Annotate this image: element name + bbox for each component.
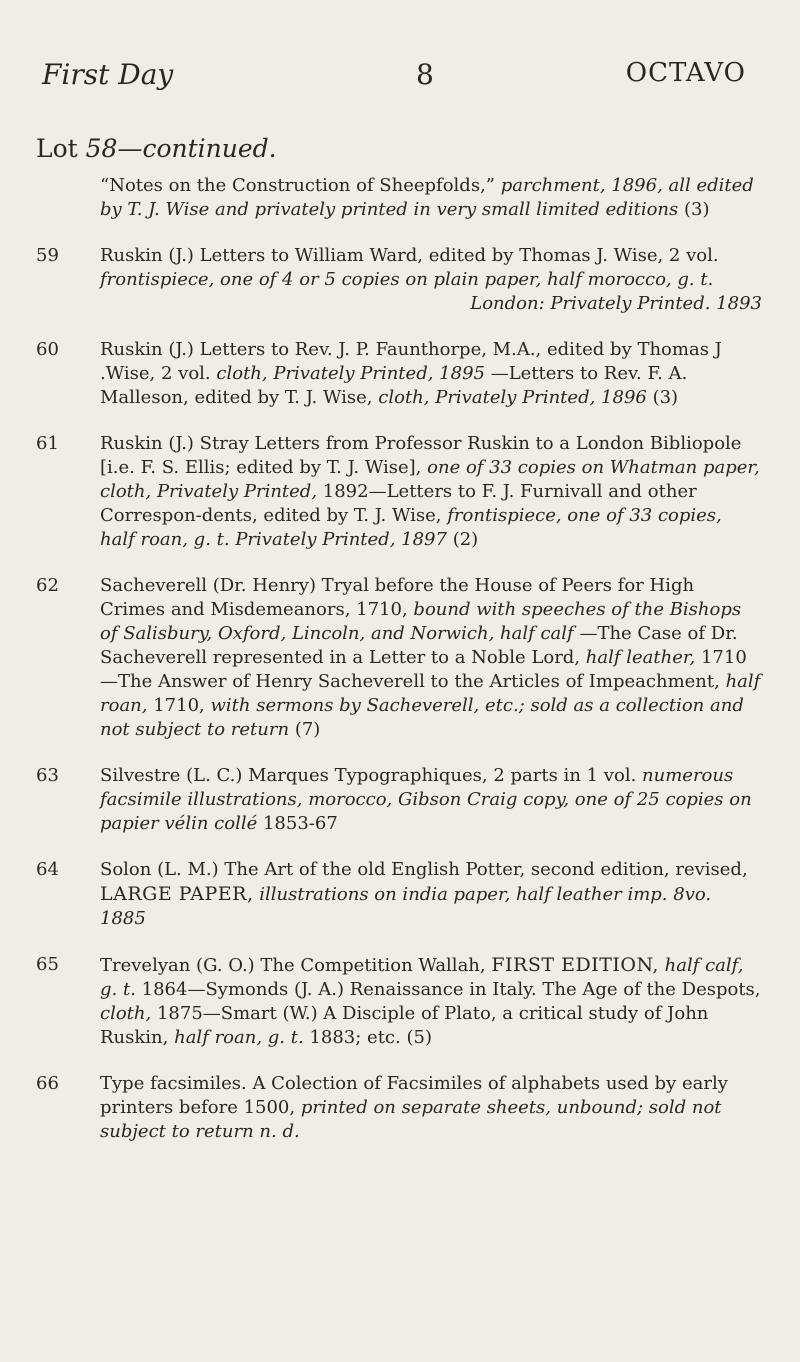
lot-description bbox=[100, 574, 762, 742]
lot-title-2: 1892—Letters to F. J. Furnivall and other Correspon-dents, edited by T. J. Wise, bbox=[100, 481, 697, 526]
lot-title: Ruskin (J.) Stray Letters from Professor Ruskin to a London Bibliopole [i.e. F. S. Ellis; edited by T. J. Wise], bbox=[100, 433, 742, 478]
lot-title-2: —The Case of Dr. Sacheverell represented in a Letter to a Noble Lord, bbox=[100, 623, 738, 668]
lot-title: Ruskin (J.) Letters to Rev. J. P. Faunthorpe, M.A., edited by Thomas J .Wise, 2 vol. bbox=[100, 339, 722, 384]
lot-binding-2: half leather, bbox=[585, 647, 696, 668]
lot-binding: numerous facsimile illustrations, morocco, Gibson Craig copy, one of 25 copies on papier vélin collé bbox=[100, 765, 752, 834]
continuation-qty: (3) bbox=[683, 199, 710, 220]
lot-imprint: London: Privately Printed. 1893 bbox=[470, 293, 762, 314]
lot-title: Silvestre (L. C.) Marques Typographiques, 2 parts in 1 vol. bbox=[100, 765, 637, 786]
lot-binding: one of 33 copies on Whatman paper, cloth, Privately Printed, bbox=[100, 457, 760, 502]
lot-number: 63 bbox=[36, 765, 59, 786]
lot-description bbox=[100, 764, 762, 836]
lot-number: 65 bbox=[36, 954, 59, 975]
lot-quantity: (3) bbox=[652, 387, 679, 408]
lot-note: with sermons by Sacheverell, etc.; sold as a collection and not subject to return bbox=[100, 695, 744, 740]
lot-binding: frontispiece, one of 4 or 5 copies on plain paper, half morocco, g. t. bbox=[100, 269, 714, 290]
lot-quantity: (5) bbox=[406, 1027, 432, 1048]
lot-title-2: —Letters to Rev. F. A. Malleson, edited by T. J. Wise, bbox=[100, 363, 688, 408]
lot-title-3: 1710—The Answer of Henry Sacheverell to the Articles of Impeachment, bbox=[100, 647, 747, 692]
page-header bbox=[42, 58, 758, 98]
lot-binding: bound with speeches of the Bishops of Salisbury, Oxford, Lincoln, and Norwich, half calf bbox=[100, 599, 742, 644]
header-day: First Day bbox=[42, 58, 174, 91]
lot-title: Sacheverell (Dr. Henry) Tryal before the House of Peers for High Crimes and Misdemeanors, 1710, bbox=[100, 575, 695, 620]
lot-quantity: (2) bbox=[452, 529, 479, 550]
lot-binding-3: half roan, bbox=[100, 671, 761, 716]
lot-title: Trevelyan (G. O.) The Competition Wallah, bbox=[100, 955, 486, 976]
lot-binding-2: frontispiece, one of 33 copies, half roan, g. t. Privately Printed, 1897 bbox=[100, 505, 722, 550]
lot-prefix: Lot bbox=[36, 134, 78, 163]
continuation-details: parchment, 1896, all edited by T. J. Wise and privately printed in very small limited editions bbox=[100, 175, 754, 220]
lot-number: 66 bbox=[36, 1073, 59, 1094]
lot-binding: cloth, Privately Printed, 1895 bbox=[216, 363, 485, 384]
lot-format: imp. 8vo. 1885 bbox=[100, 884, 712, 929]
continuation-title: “Notes on the Construction of Sheepfolds,” bbox=[100, 175, 495, 196]
lot-year: 1710, bbox=[153, 695, 205, 716]
lot-binding-2: cloth, Privately Printed, 1896 bbox=[378, 387, 647, 408]
lot-58-continuation bbox=[100, 174, 760, 222]
lot-description bbox=[100, 338, 762, 410]
lot-description bbox=[100, 1072, 762, 1144]
header-format: OCTAVO bbox=[625, 58, 746, 88]
lot-description bbox=[100, 244, 762, 316]
lot-description bbox=[100, 953, 762, 1050]
lot-title: Type facsimiles. A Colection of Facsimiles of alphabets used by early printers before 1500, bbox=[100, 1073, 728, 1118]
lot-date: n. d. bbox=[259, 1121, 300, 1142]
lot-binding-2: cloth, bbox=[100, 1003, 152, 1024]
lot-binding: half calf, g. t. bbox=[100, 955, 744, 1000]
lot-title: Solon (L. M.) The Art of the old English Potter, second edition, revised, bbox=[100, 859, 748, 880]
lot-first-edition: FIRST EDITION, bbox=[491, 954, 659, 976]
lot-binding: illustrations on india paper, half leather bbox=[259, 884, 622, 905]
lot-quantity: (7) bbox=[294, 719, 321, 740]
lot-continued: 58—continued. bbox=[85, 134, 277, 163]
lot-number: 64 bbox=[36, 859, 59, 880]
lot-heading bbox=[36, 134, 277, 163]
lot-description bbox=[100, 858, 762, 931]
lot-note: printed on separate sheets, unbound; sold not subject to return bbox=[100, 1097, 722, 1142]
lot-title-3: 1875—Smart (W.) A Disciple of Plato, a critical study of John Ruskin, bbox=[100, 1003, 709, 1048]
lot-number: 61 bbox=[36, 433, 59, 454]
lot-date: 1853-67 bbox=[262, 813, 338, 834]
page-number: 8 bbox=[416, 58, 434, 91]
lot-large-paper: LARGE PAPER, bbox=[100, 883, 254, 905]
lot-number: 60 bbox=[36, 339, 59, 360]
lot-year: 1883; etc. bbox=[309, 1027, 401, 1048]
lot-number: 62 bbox=[36, 575, 59, 596]
lot-binding-3: half roan, g. t. bbox=[174, 1027, 304, 1048]
lot-number: 59 bbox=[36, 245, 59, 266]
lot-description bbox=[100, 432, 762, 552]
lot-title-2: 1864—Symonds (J. A.) Renaissance in Italy. The Age of the Despots, bbox=[141, 979, 761, 1000]
lot-title: Ruskin (J.) Letters to William Ward, edited by Thomas J. Wise, 2 vol. bbox=[100, 245, 719, 266]
